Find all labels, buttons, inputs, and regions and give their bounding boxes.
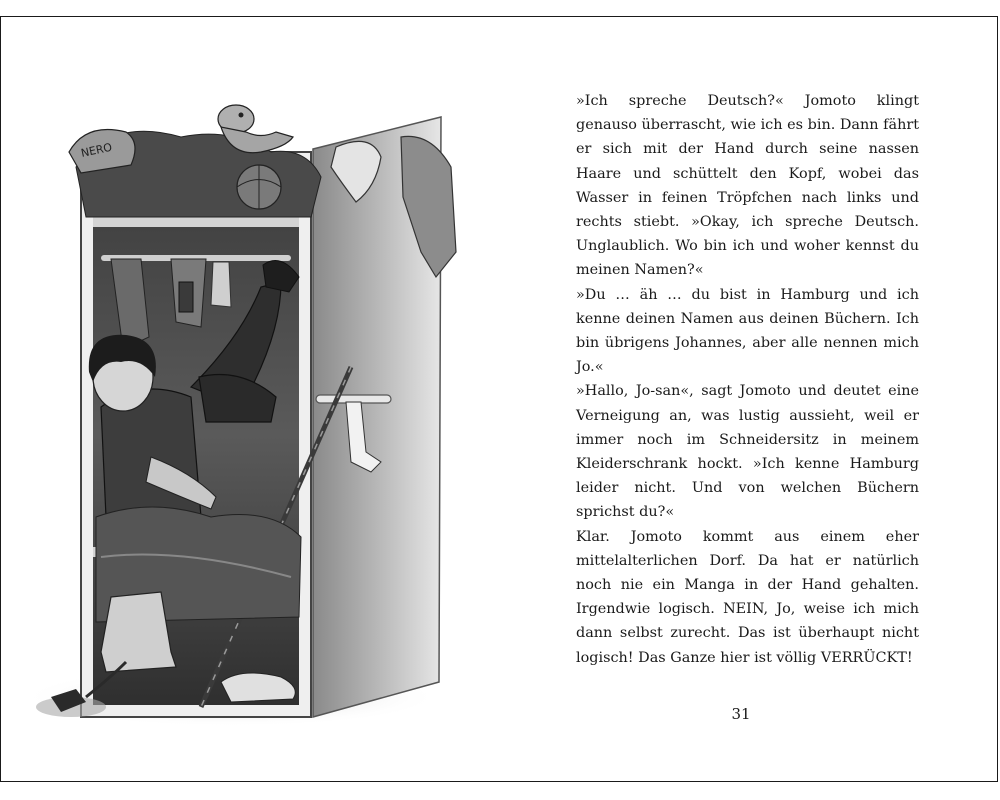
wardrobe-illustration [31,77,471,737]
text-column [576,89,919,670]
paragraph-2: »Du … äh … du bist in Hamburg und ich kenne deinen Namen aus deinen Büchern. Ich bin übrigens Johannes, aber alle nennen mich Jo.« [576,286,919,376]
page-number: 31 [731,705,751,723]
paragraph-3: »Hallo, Jo-san«, sagt Jomoto und deutet eine Verneigung an, was lustig aussieht, weil er immer noch im Schneidersitz in meinem Kleiderschrank hockt. »Ich kenne Hamburg leider nicht. Und von welchen Büchern sprichst du?« [576,383,919,521]
book-spread [0,16,998,782]
belt [179,282,193,312]
paragraph-4: Klar. Jomoto kommt aus einem eher mittelalterlichen Dorf. Da hat er natürlich noch nie ein Manga in der Hand gehalten. Irgendwie logisch. NEIN, Jo, weise ich mich dann selbst zurecht. Das ist überhaupt nicht logisch! Das Ganze hier ist völlig VERRÜCKT! [576,528,919,666]
glove [211,262,231,307]
cap [69,130,135,174]
paragraph-1: »Ich spreche Deutsch?« Jomoto klingt genauso überrascht, wie ich es bin. Dann fährt er sich mit der Hand durch seine nassen Haare und schüttelt den Kopf, wobei das Wasser in feinen Tröpfchen nach links und rechts stiebt. »Okay, ich spreche Deutsch. Unglaublich. Wo bin ich und woher kennst du meinen Namen?« [576,93,919,279]
cap-label: NERO [79,140,114,160]
top-shelf [93,217,299,227]
